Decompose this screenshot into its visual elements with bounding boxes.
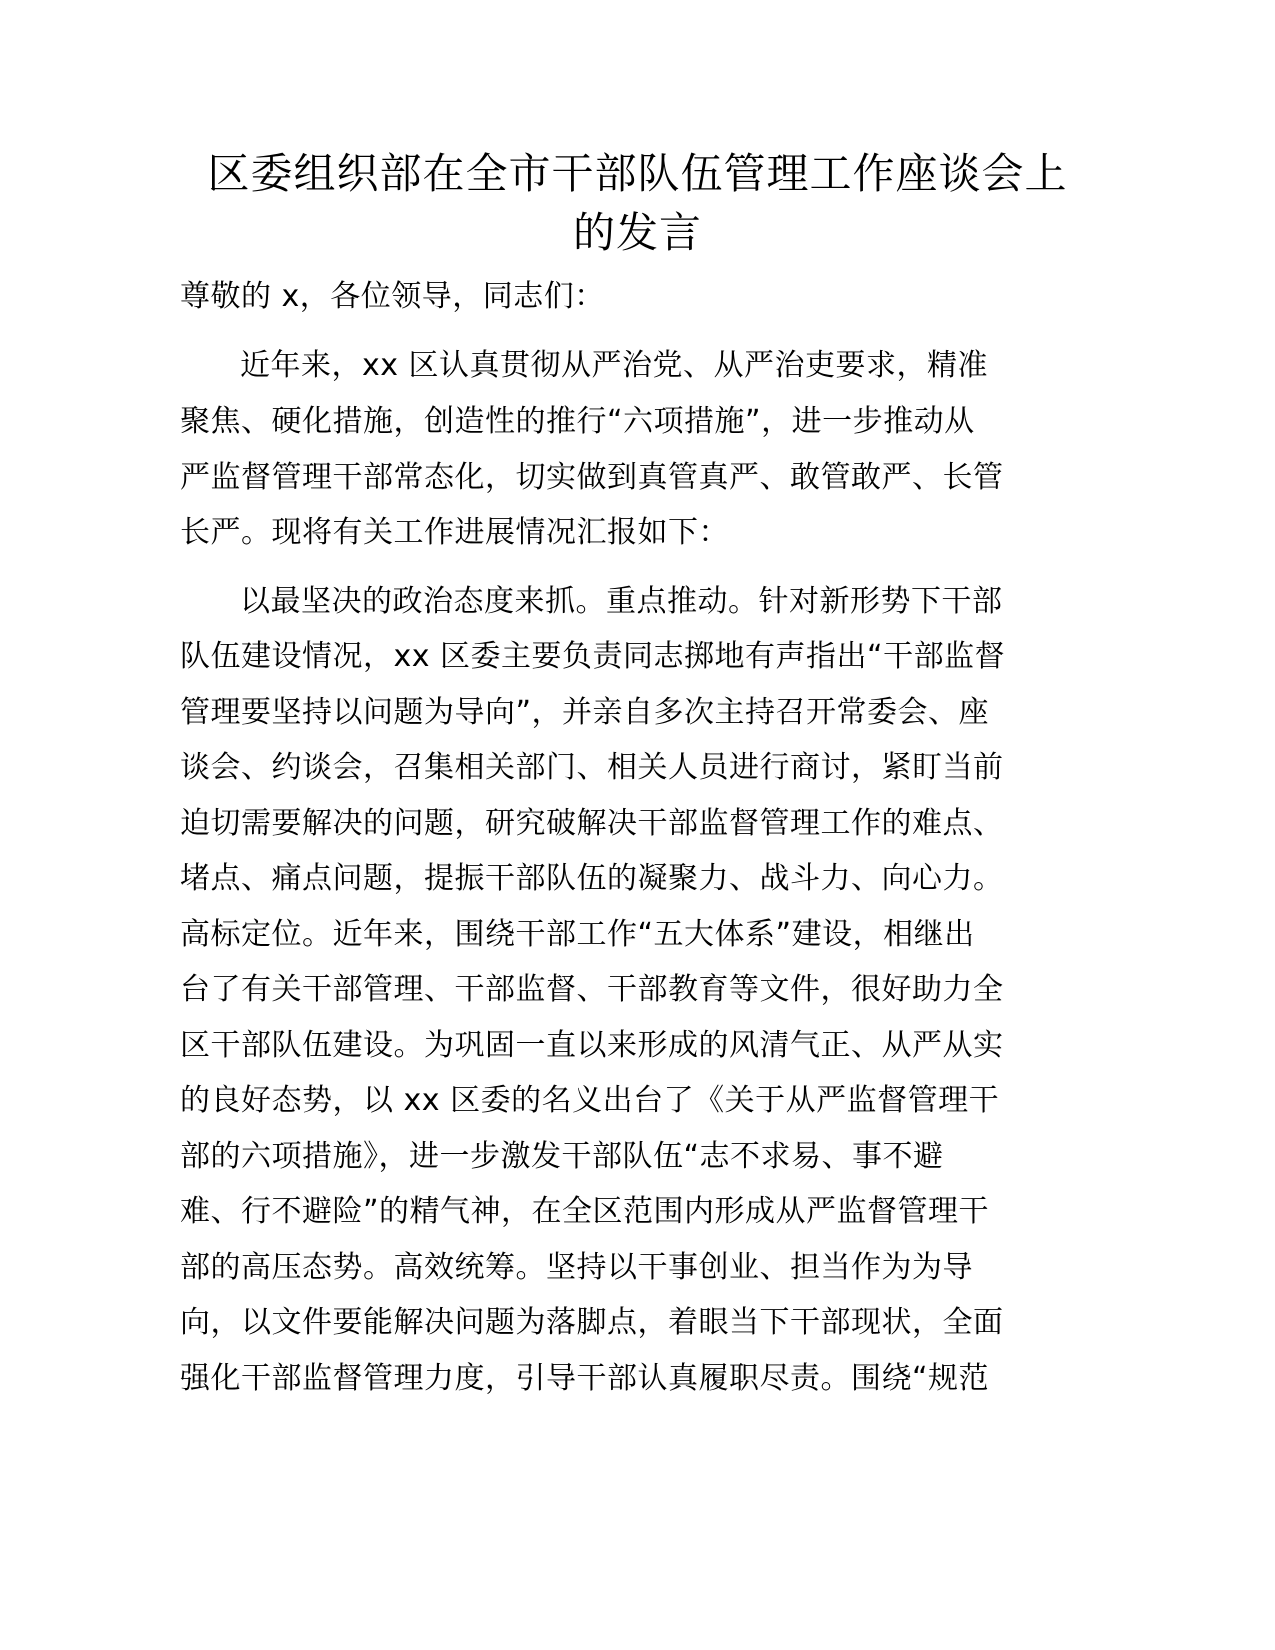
paragraph-1-line-2: 聚焦、硬化措施，创造性的推行“六项措施”，进一步推动从 (180, 404, 975, 439)
paragraph-2-line-2: 队伍建设情况，xx 区委主要负责同志掷地有声指出“干部监督 (180, 639, 1006, 674)
paragraph-2-line-12: 难、行不避险”的精气神，在全区范围内形成从严监督管理干 (180, 1194, 990, 1229)
paragraph-1-line-4: 长严。现将有关工作进展情况汇报如下： (180, 515, 729, 550)
paragraph-2-line-8: 台了有关干部管理、干部监督、干部教育等文件，很好助力全 (180, 972, 1004, 1007)
paragraph-2-line-4: 谈会、约谈会，召集相关部门、相关人员进行商讨，紧盯当前 (180, 750, 1004, 785)
paragraph-2-line-1: 以最坚决的政治态度来抓。重点推动。针对新形势下干部 (240, 584, 1003, 619)
paragraph-2-line-11: 部的六项措施》，进一步激发干部队伍“志不求易、事不避 (180, 1139, 944, 1174)
document-title-line-1: 区委组织部在全市干部队伍管理工作座谈会上 (207, 149, 1068, 198)
salutation: 尊敬的 x，各位领导，同志们： (180, 279, 605, 314)
paragraph-2-line-6: 堵点、痛点问题，提振干部队伍的凝聚力、战斗力、向心力。 (180, 861, 1004, 896)
paragraph-1-line-1: 近年来，xx 区认真贯彻从严治党、从严治吏要求，精准 (240, 348, 989, 383)
paragraph-2-line-13: 部的高压态势。高效统筹。坚持以干事创业、担当作为为导 (180, 1250, 973, 1285)
paragraph-2-line-5: 迫切需要解决的问题，研究破解决干部监督管理工作的难点、 (180, 806, 1004, 841)
paragraph-2-line-7: 高标定位。近年来，围绕干部工作“五大体系”建设，相继出 (180, 917, 975, 952)
paragraph-1-line-3: 严监督管理干部常态化，切实做到真管真严、敢管敢严、长管 (180, 460, 1004, 495)
paragraph-2-line-3: 管理要坚持以问题为导向”，并亲自多次主持召开常委会、座 (180, 695, 990, 730)
document-title-line-2: 的发言 (572, 208, 702, 257)
paragraph-2-line-14: 向，以文件要能解决问题为落脚点，着眼当下干部现状，全面 (180, 1305, 1004, 1340)
paragraph-2-line-10: 的良好态势，以 xx 区委的名义出台了《关于从严监督管理干 (180, 1083, 1000, 1118)
paragraph-2-line-9: 区干部队伍建设。为巩固一直以来形成的风清气正、从严从实 (180, 1028, 1004, 1063)
paragraph-2-line-15: 强化干部监督管理力度，引导干部认真履职尽责。围绕“规范 (180, 1361, 990, 1396)
